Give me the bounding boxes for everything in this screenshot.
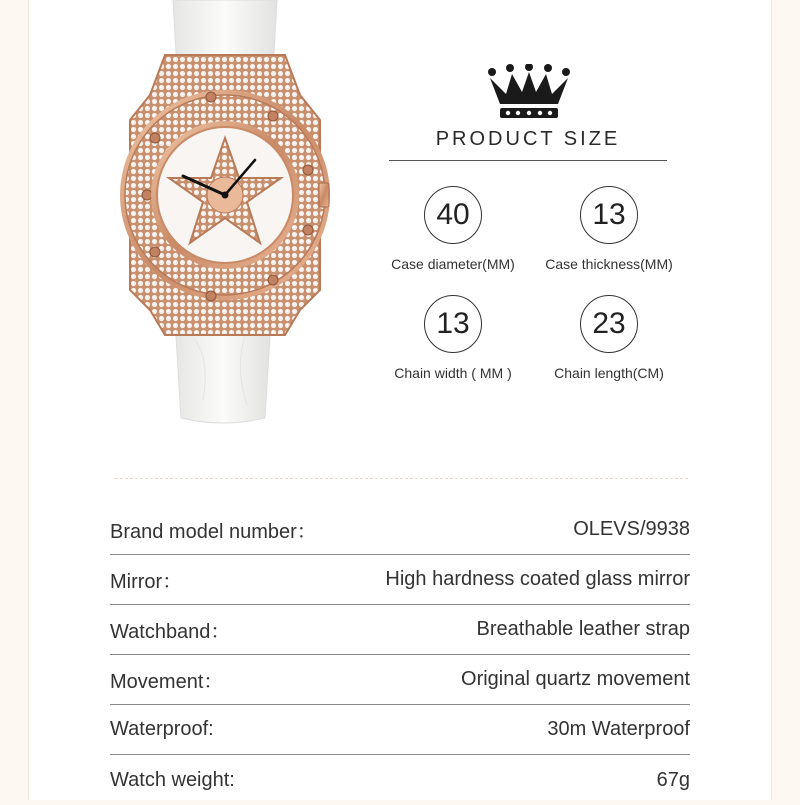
details-table [110, 505, 690, 805]
spec-case-diameter [378, 186, 528, 272]
spec-chain-width [378, 295, 528, 381]
spec-value-circle: 40 [424, 186, 482, 244]
crown-icon [486, 64, 572, 120]
product-size-title: PRODUCT SIZE [435, 128, 621, 150]
detail-value: 67g [656, 768, 690, 791]
detail-key: Movement： [110, 671, 224, 693]
spec-label: Case diameter(MM) [391, 256, 515, 272]
spec-chain-length [534, 295, 684, 381]
spec-label: Chain length(CM) [554, 365, 664, 381]
spec-label: Case thickness(MM) [545, 256, 673, 272]
detail-row-mirror [110, 555, 690, 605]
section-divider [115, 478, 688, 479]
detail-row-waterproof [110, 705, 690, 755]
detail-key: Mirror： [110, 571, 183, 593]
detail-row-watchband [110, 605, 690, 655]
detail-value: OLEVS/9938 [573, 518, 690, 540]
spec-case-thickness [534, 186, 684, 272]
spec-value-circle: 13 [580, 186, 638, 244]
detail-row-brand-model [110, 505, 690, 555]
spec-value-circle: 23 [580, 295, 638, 353]
watch-image [95, 0, 355, 440]
detail-value: High hardness coated glass mirror [385, 568, 690, 590]
detail-row-movement [110, 655, 690, 705]
detail-value: Original quartz movement [461, 668, 690, 690]
title-underline [389, 160, 667, 161]
detail-key: Watch weight: [110, 768, 235, 791]
spec-label: Chain width ( MM ) [394, 365, 512, 381]
detail-key: Watchband： [110, 621, 231, 643]
detail-value: Breathable leather strap [476, 618, 690, 640]
detail-key: Brand model number： [110, 521, 317, 543]
detail-key: Waterproof: [110, 718, 214, 740]
spec-value-circle: 13 [424, 295, 482, 353]
detail-row-weight [110, 755, 690, 805]
detail-value: 30m Waterproof [547, 718, 690, 740]
